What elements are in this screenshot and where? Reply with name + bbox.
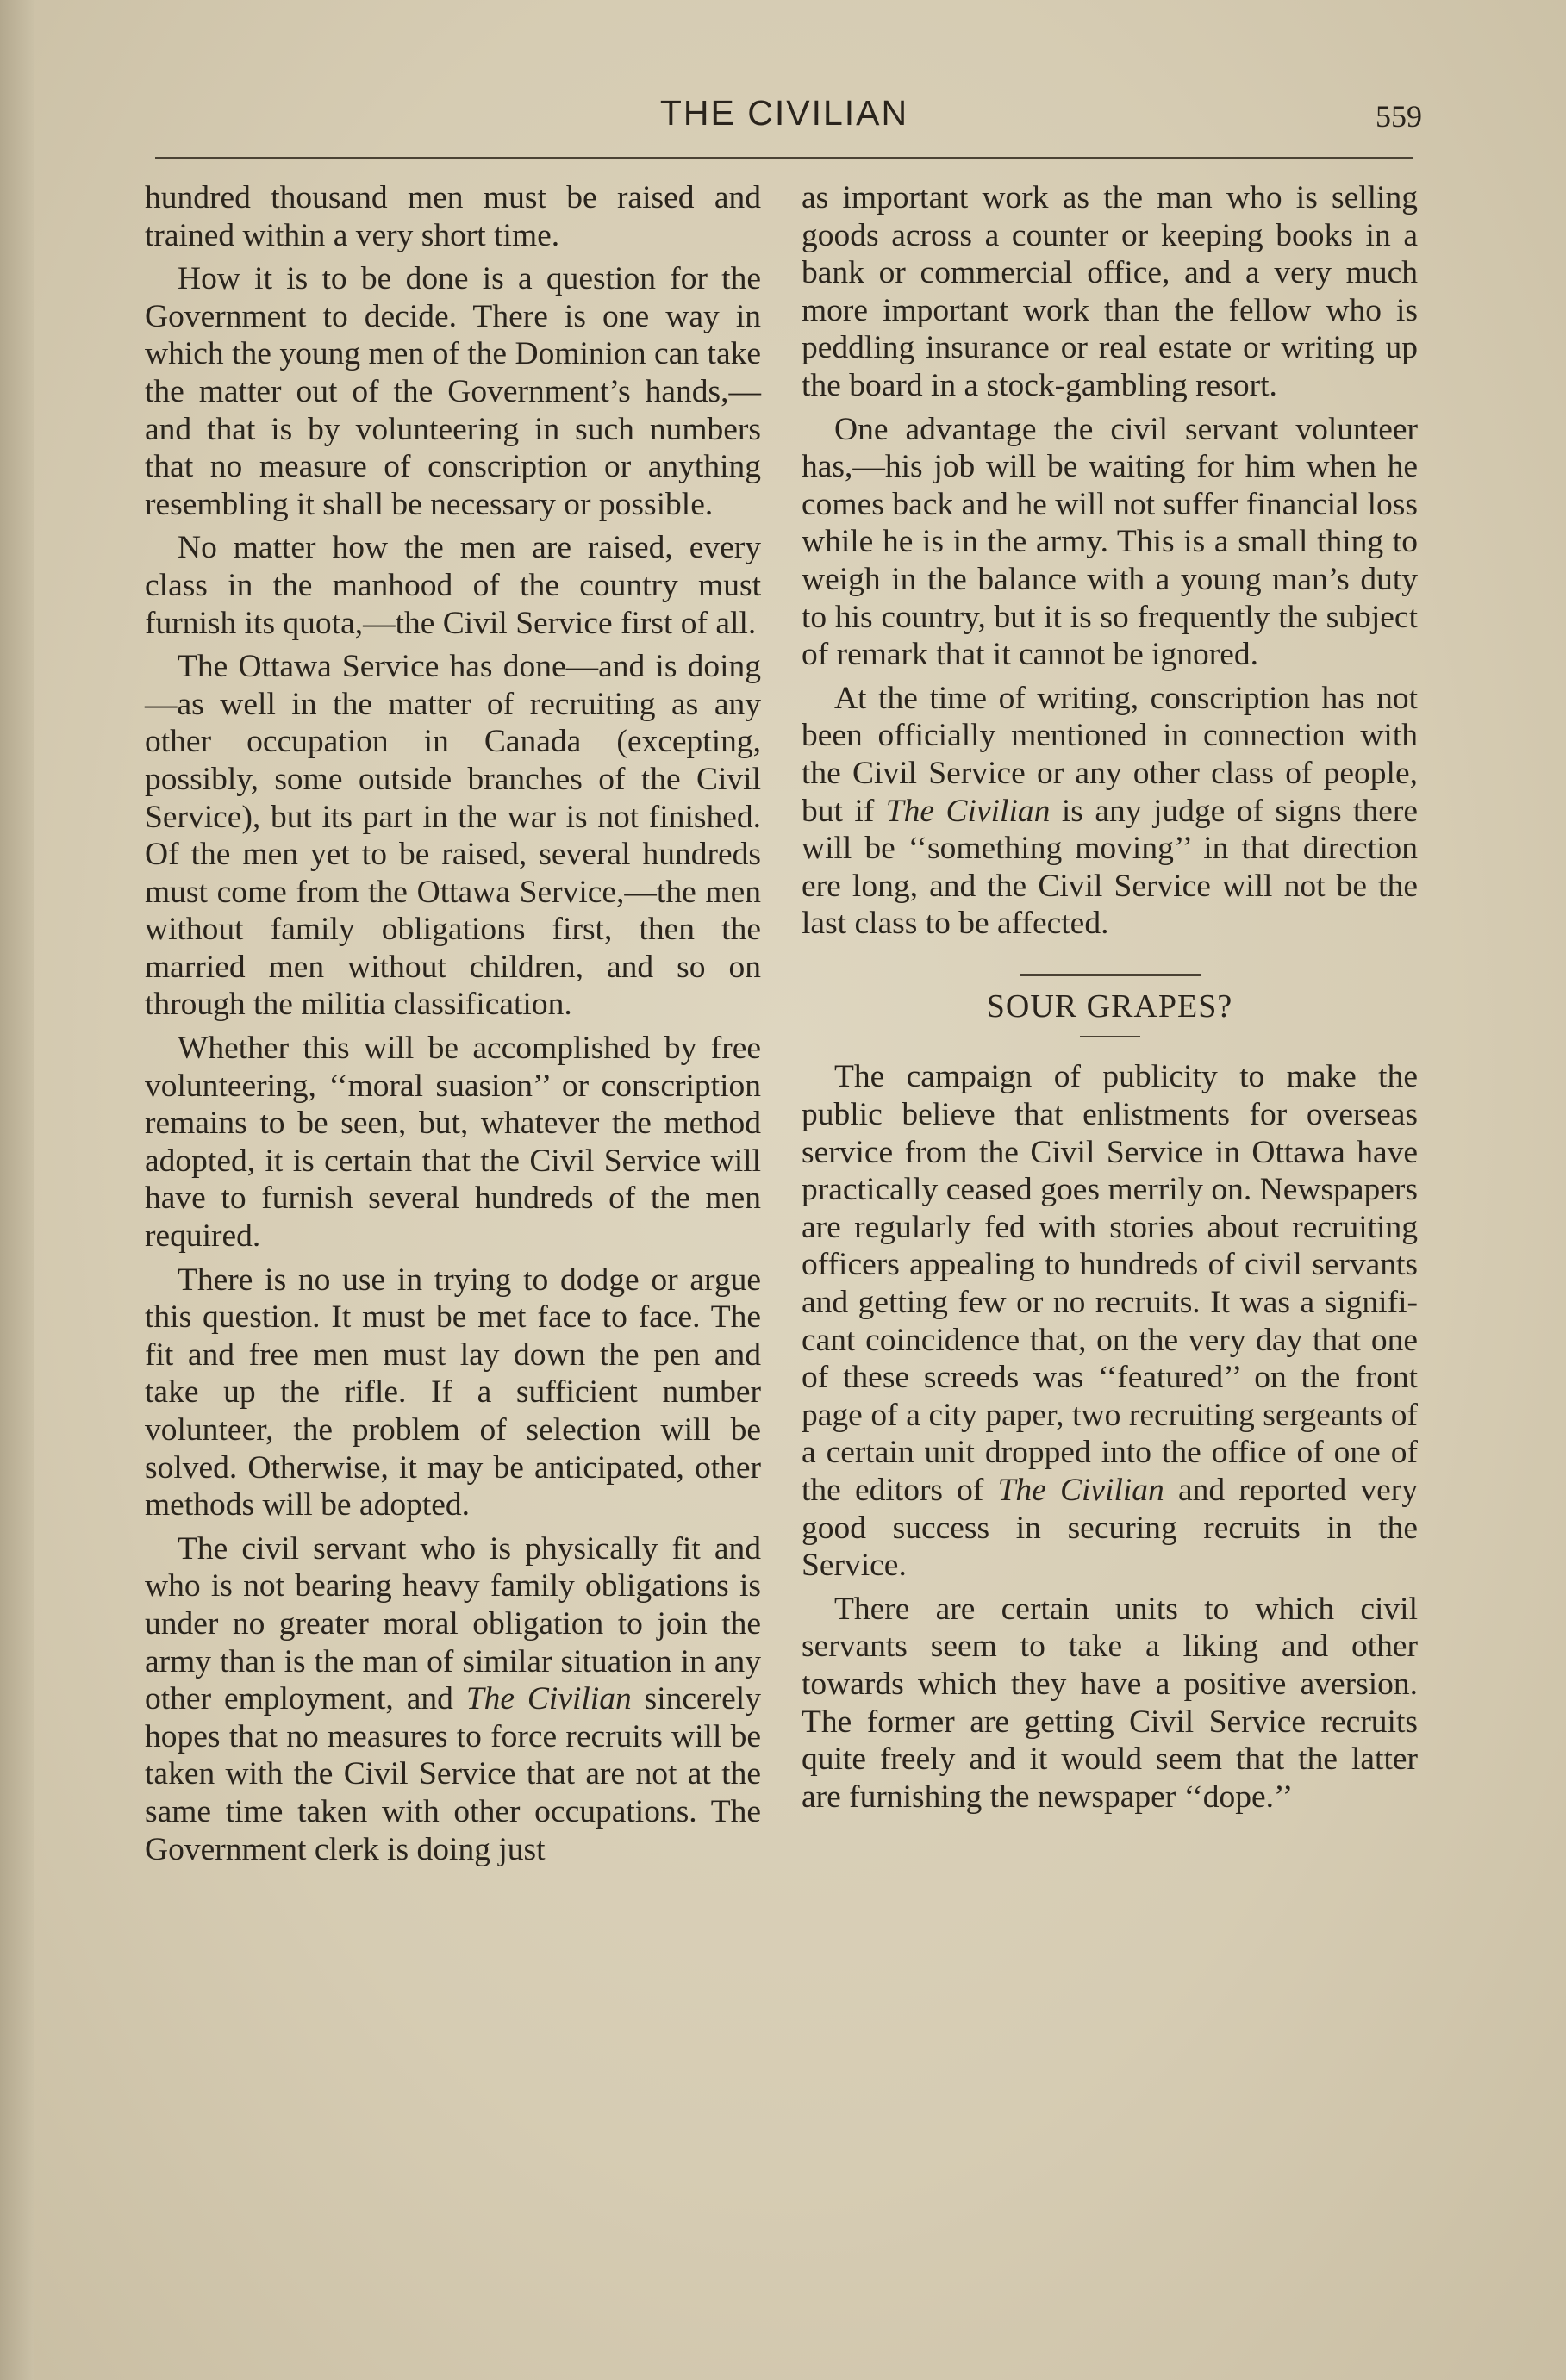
heading-underline (1080, 1036, 1140, 1037)
paragraph-continued: hundred thousand men must be raised and trained within a very short time. (145, 180, 761, 253)
text-run: sincerely hopes that no measures to force recruits will be taken with the Civil Service that are not at the same time taken with other occupations. The Government clerk is doing just (145, 1681, 761, 1867)
paragraph-no-use-dodging: There is no use in trying to dodge or argue this question. It must be met face to face. The fit and free men must lay down the pen and take up the rifle. If a sufficient number volunteer, the problem of selection will be solved. Otherwise, it may be anticipated, other methods will be adopted. (145, 1262, 761, 1523)
binding-shadow (0, 0, 34, 2380)
paragraph-campaign-of-publicity (802, 1058, 1418, 1584)
paragraph-one-advantage: One advantage the civil servant volunteer has,—his job will be waiting for him when he comes back and he will not suffer financial loss while he is in the army. This is a small thing to weigh in the balance with a young man’s duty to his country, but it is so frequently the subject of remark that it cannot be ignored. (802, 411, 1418, 673)
paragraph-time-of-writing (802, 680, 1418, 943)
text-run: is any judge of signs there will be ‘‘something moving’’ in that direction ere long, and the Civil Service will not be the last class to be affected. (802, 793, 1418, 942)
page-number: 559 (1376, 99, 1422, 134)
paragraph-civil-servant-fit (145, 1530, 761, 1868)
paragraph-whether-volunteering: Whether this will be accomplished by free volunteering, ‘‘moral suasion’’ or conscription remains to be seen, but, whatever the method adopted, it is certain that the Civil Service will have to furnish several hundreds of the men required. (145, 1031, 761, 1255)
text-run: The civil servant who is physically fit and who is not bearing heavy family obligations is under no greater moral obligation to join the army than is the man of similar situation in any other employment, and (145, 1530, 761, 1717)
text-run: The campaign of publicity to make the public believe that enlistments for overseas service from the Civil Service in Ottawa have practically ceased goes merrily on. Newspapers are regularly fed with stories about recruiting officers appealing to hundreds of civil servants and getting few or no recruits. It was a significant coincidence that, on the very day that one of these screeds was ‘‘featured’’ on the front page of a city paper, two recruiting sergeants of a certain unit dropped into the office of one of the editors of (802, 1059, 1418, 1508)
paragraph-continued: as important work as the man who is selling goods across a counter or keeping books in a bank or commercial office, and a very much more important work than the fellow who is peddling insurance or real estate or writing up the board in a stock-gambling resort. (802, 180, 1418, 403)
publication-name: The Civilian (997, 1473, 1164, 1508)
paragraph-ottawa-service: The Ottawa Service has done—and is doing—as well in the matter of recruiting as any other occupation in Canada (excepting, possibly, some outside branches of the Civil Service), but its part in the war is not finished. Of the men yet to be raised, several hundreds must come from the Ottawa Service,—the men without family obligations first, then the married men without children, and so on through the militia classification. (145, 649, 761, 1023)
paragraph-how-it-is-done: How it is to be done is a question for the Government to decide. There is one way in which the young men of the Dominion can take the matter out of the Government’s hands,—and that is by volunteering in such numbers that no measure of conscription or anything resembling it shall be necessary or possible. (145, 261, 761, 522)
text-run: and reported very good success in securing recruits in the Service. (802, 1473, 1418, 1584)
paragraph-no-matter-how: No matter how the men are raised, every class in the manhood of the country must furnish its quota,—the Civil Service first of all. (145, 530, 761, 641)
left-column (145, 179, 761, 1874)
publication-name: The Civilian (885, 793, 1051, 829)
right-column (802, 179, 1418, 1822)
text-run: At the time of writing, conscription has not been officially mentioned in connection with the Civil Service or any other class of people, but if (802, 680, 1418, 829)
header-rule (155, 157, 1413, 159)
section-divider (1020, 974, 1201, 976)
page-header (147, 93, 1422, 153)
paragraph-certain-units: There are certain units to which civil servants seem to take a liking and other towards which they have a positive aversion. The former are getting Civil Service recruits quite freely and it would seem that the latter are furnishing the newspaper ‘‘dope.’’ (802, 1591, 1418, 1815)
publication-name: The Civilian (465, 1681, 632, 1717)
section-heading: SOUR GRAPES? (986, 988, 1233, 1025)
running-title: THE CIVILIAN (659, 93, 909, 133)
